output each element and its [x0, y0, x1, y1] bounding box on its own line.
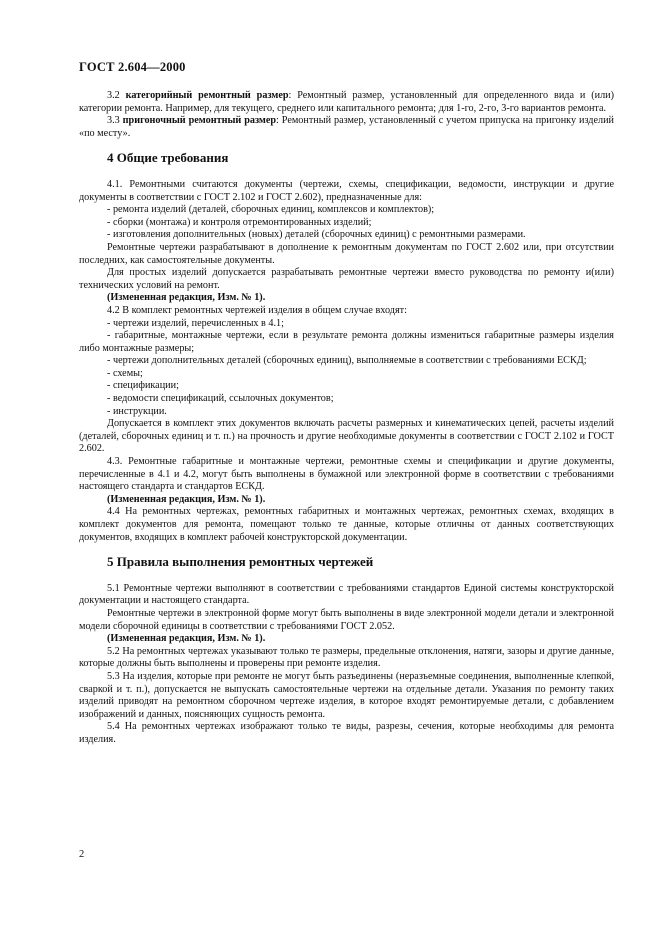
list-item: - схемы; — [107, 367, 143, 379]
list-item: - ведомости спецификаций, ссылочных документов; — [107, 393, 334, 405]
document-body — [79, 90, 614, 747]
paragraph: 5.3 На изделия, которые при ремонте не могут быть разъединены (неразъемные соединения, выполненные клепкой, сваркой и т. п.), допускается не выпускать самостоятельные чертежи на отдельные детали. Указания по ремонту таких изделий приводят на ремонтном сборочном чертеже изделия, в которое входят ремонтируемые детали, с добавлением изображений и данных, поясняющих сущность ремонта. — [79, 670, 614, 720]
list-item: - сборки (монтажа) и контроля отремонтированных изделий; — [107, 216, 372, 228]
list-item: - чертежи изделий, перечисленных в 4.1; — [107, 317, 284, 329]
list-item: - габаритные, монтажные чертежи, если в результате ремонта должны измениться габаритные размеры изделия либо монтажные размеры; — [79, 330, 614, 354]
paragraph: Для простых изделий допускается разрабатывать ремонтные чертежи вместо руководства по ремонту и(или) технических условий на ремонт. — [79, 267, 614, 291]
paragraph-3-2: 3.2 категорийный ремонтный размер: Ремонтный размер, установленный для определенного вида и (или) категории ремонта. Например, для текущего, среднего или капитального ремонта; для 1-го, 2-го, 3-го вариантов ремонта. — [79, 90, 614, 114]
paragraph: 4.2 В комплект ремонтных чертежей изделия в общем случае входят: — [107, 304, 407, 316]
paragraph: Ремонтные чертежи в электронной форме могут быть выполнены в виде электронной модели детали и электронной модели сборочной единицы в соответствии с требованиями ГОСТ 2.052. — [79, 607, 614, 632]
paragraph: 4.3. Ремонтные габаритные и монтажные чертежи, ремонтные схемы и спецификации и другие документы, перечисленные в 4.1 и 4.2, могут быть выполнены в бумажной или электронной форме в соответствии с требованиями настоящего стандарта и стандартов ЕСКД. — [79, 456, 614, 493]
paragraph: 5.4 На ремонтных чертежах изображают только те виды, разрезы, сечения, которые необходимы для ремонта изделия. — [79, 721, 614, 745]
page-number: 2 — [79, 849, 85, 860]
document-header: ГОСТ 2.604—2000 — [79, 60, 186, 74]
list-item: - чертежи дополнительных деталей (сборочных единиц), выполняемые в соответствии с требованиями ЕСКД; — [107, 355, 587, 367]
list-item: - инструкции. — [107, 405, 167, 417]
paragraph: 5.1 Ремонтные чертежи выполняют в соответствии с требованиями стандартов Единой системы конструкторской документации и настоящего стандарта. — [79, 582, 614, 607]
list-item: - ремонта изделий (деталей, сборочных единиц, комплексов и комплектов); — [107, 204, 435, 216]
section-5-title: 5 Правила выполнения ремонтных чертежей — [107, 554, 374, 570]
section-4-title: 4 Общие требования — [107, 150, 229, 166]
paragraph: 4.4 На ремонтных чертежах, ремонтных габаритных и монтажных чертежах, ремонтных схемах, входящих в комплект документов для ремонта, помещают только те данные, которые отличны от данных соответствующих документов, входящих в комплект рабочей конструкторской документации. — [79, 506, 614, 543]
list-item: - изготовления дополнительных (новых) деталей (сборочных единиц) с ремонтными размерами. — [107, 229, 526, 241]
paragraph: 4.1. Ремонтными считаются документы (чертежи, схемы, спецификации, ведомости, инструкции и другие документы в соответствии с ГОСТ 2.102 и ГОСТ 2.602), предназначенные для: — [79, 178, 614, 203]
term-fitting-repair-size: пригоночный ремонтный размер — [122, 115, 277, 127]
paragraph: Допускается в комплект этих документов включать расчеты размерных и кинематических цепей, расчеты изделий (деталей, сборочных единиц и т. п.) на прочность и другие необходимые документы в соответствии с ГОСТ 2.102 и ГОСТ 2.602. — [79, 418, 614, 455]
edition-note: (Измененная редакция, Изм. № 1). — [107, 292, 266, 304]
paragraph: Ремонтные чертежи разрабатывают в дополнение к ремонтным документам по ГОСТ 2.602 или, при отсутствии последних, как самостоятельные документы. — [79, 241, 614, 266]
list-item: - спецификации; — [107, 380, 179, 392]
paragraph: 5.2 На ремонтных чертежах указывают только те размеры, предельные отклонения, натяги, зазоры и другие данные, которые должны быть выполнены и проверены при ремонте изделия. — [79, 645, 614, 670]
paragraph-3-3: 3.3 пригоночный ремонтный размер: Ремонтный размер, установленный с учетом припуска на пригонку изделий «по месту». — [79, 115, 615, 139]
term-category-repair-size: категорийный ремонтный размер — [125, 90, 289, 101]
edition-note: (Измененная редакция, Изм. № 1). — [107, 493, 266, 505]
edition-note: (Измененная редакция, Изм. № 1). — [107, 633, 266, 645]
